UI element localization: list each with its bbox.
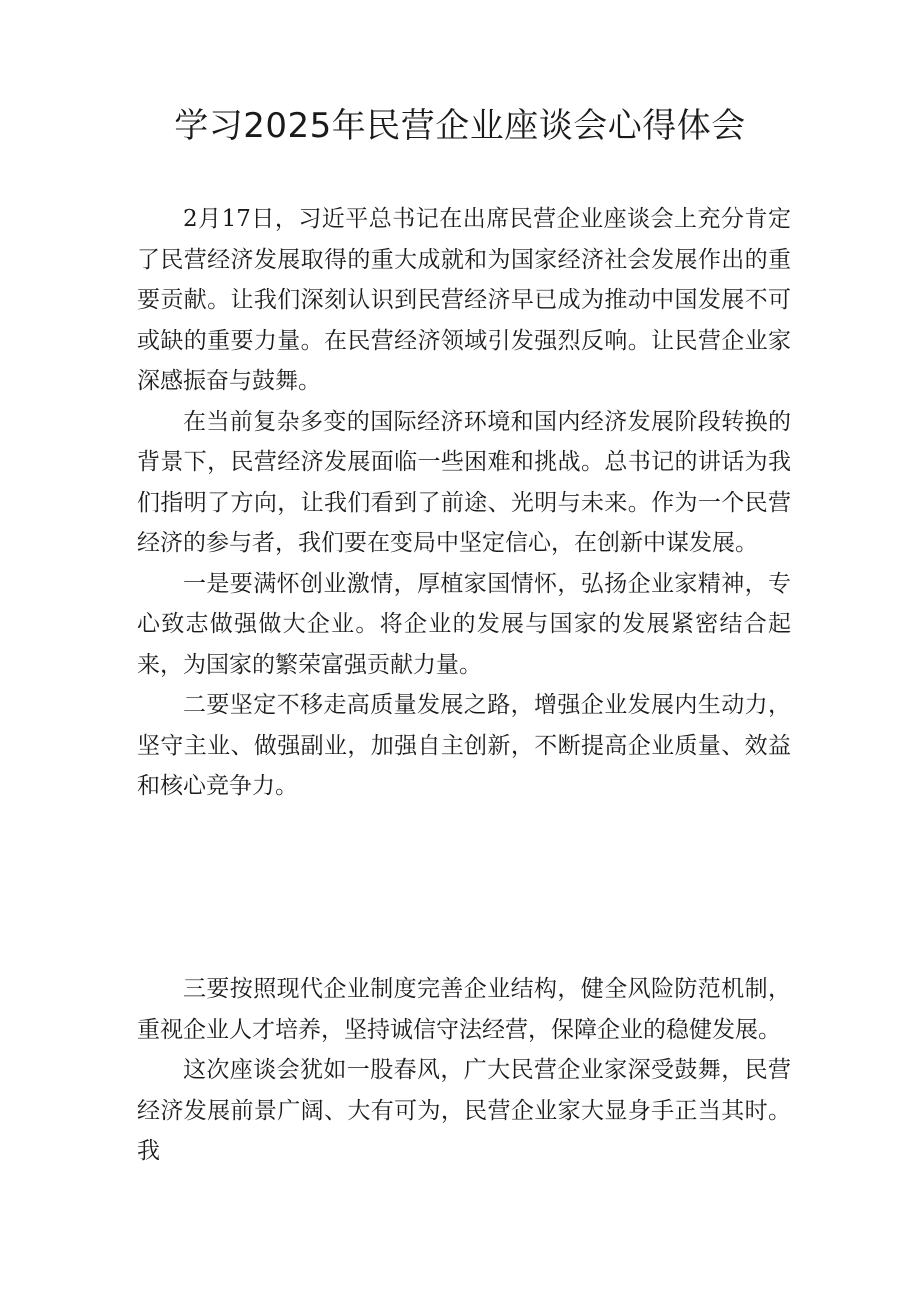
paragraph-6: 这次座谈会犹如一股春风，广大民营企业家深受鼓舞，民营经济发展前景广阔、大有可为，民营企业家大显身手正当其时。我 (137, 1057, 791, 1164)
document-body-section-1 (137, 199, 791, 807)
document-body-section-2 (137, 969, 791, 1172)
paragraph-2: 在当前复杂多变的国际经济环境和国内经济发展阶段转换的背景下，民营经济发展面临一些困难和挑战。总书记的讲话为我们指明了方向，让我们看到了前途、光明与未来。作为一个民营经济的参与者，我们要在变局中坚定信心，在创新中谋发展。 (137, 408, 791, 556)
paragraph-1: 2月17日，习近平总书记在出席民营企业座谈会上充分肯定了民营经济发展取得的重大成就和为国家经济社会发展作出的重要贡献。让我们深刻认识到民营经济早已成为推动中国发展不可或缺的重要力量。在民营经济领域引发强烈反响。让民营企业家深感振奋与鼓舞。 (137, 206, 791, 394)
paragraph-3: 一是要满怀创业激情，厚植家国情怀，弘扬企业家精神，专心致志做强做大企业。将企业的发展与国家的发展紧密结合起来，为国家的繁荣富强贡献力量。 (137, 570, 791, 678)
paragraph-5: 三要按照现代企业制度完善企业结构，健全风险防范机制，重视企业人才培养，坚持诚信守法经营，保障企业的稳健发展。 (137, 976, 791, 1043)
paragraph-4: 二要坚定不移走高质量发展之路，增强企业发展内生动力，坚守主业、做强副业，加强自主创新，不断提高企业质量、效益和核心竞争力。 (137, 692, 791, 799)
document-title: 学习2025年民营企业座谈会心得体会 (174, 106, 746, 146)
